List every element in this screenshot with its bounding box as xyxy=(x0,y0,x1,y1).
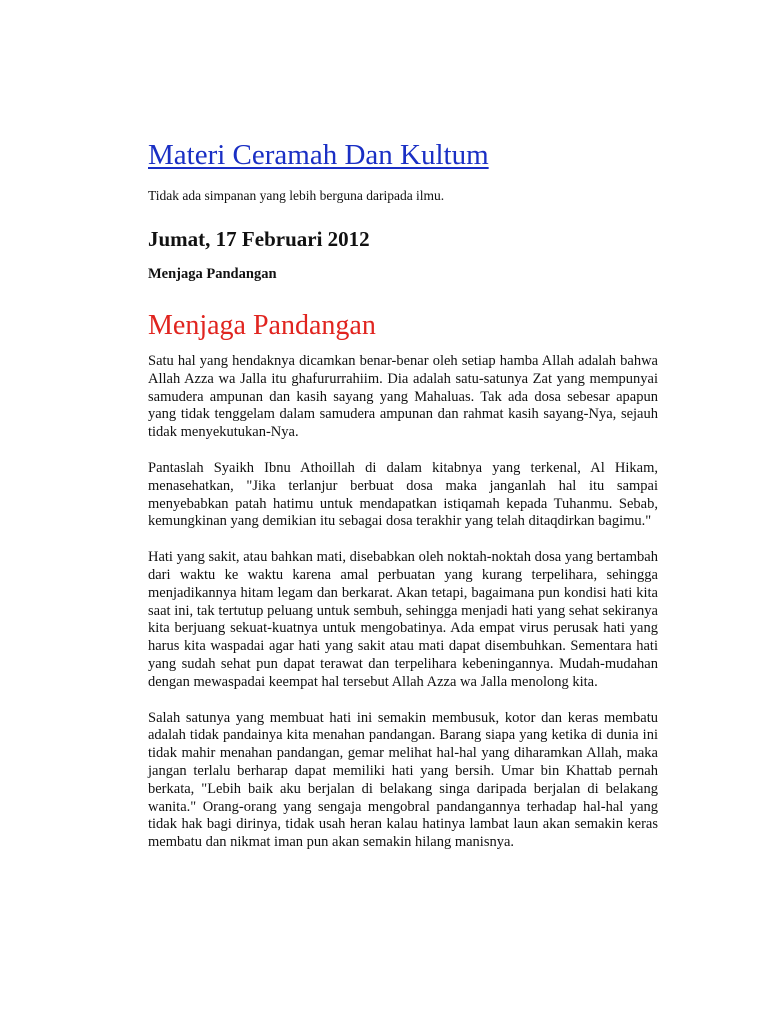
document-page xyxy=(148,138,658,852)
paragraph: Hati yang sakit, atau bahkan mati, disebabkan oleh noktah-noktah dosa yang bertambah dari waktu ke waktu karena amal perbuatan yang kurang terpelihara, sehingga menjadikannya hitam legam dan berkarat. Akan tetapi, bagaimana pun kondisi hati kita saat ini, tak tertutup peluang untuk sembuh, sehingga menjadi hati yang sehat sekiranya kita berjuang sekuat-kuatnya untuk mengobatinya. Ada empat virus perusak hati yang harus kita waspadai agar hati yang sakit atau mati dapat disembuhkan. Sementara hati yang sudah sehat pun dapat terawat dan terpelihara kebeningannya. Mudah-mudahan dengan mewaspadai keempat hal tersebut Allah Azza wa Jalla menolong kita. xyxy=(148,549,658,690)
post-body xyxy=(148,353,658,852)
blog-description: Tidak ada simpanan yang lebih berguna daripada ilmu. xyxy=(148,188,445,203)
date-header: Jumat, 17 Februari 2012 xyxy=(148,227,370,251)
blog-header xyxy=(148,138,658,205)
post-title: Menjaga Pandangan xyxy=(148,310,376,341)
blog-title-link[interactable]: Materi Ceramah Dan Kultum xyxy=(148,139,489,171)
post xyxy=(148,226,658,852)
post-title-small: Menjaga Pandangan xyxy=(148,266,277,282)
paragraph: Pantaslah Syaikh Ibnu Athoillah di dalam kitabnya yang terkenal, Al Hikam, menasehatkan, "Jika terlanjur berbuat dosa maka janganlah hal itu sampai menyebabkan patah hatimu untuk mendapatkan istiqamah kepada Tuhanmu. Sebab, kemungkinan yang demikian itu sebagai dosa terakhir yang telah ditaqdirkan bagimu." xyxy=(148,459,658,530)
paragraph: Salah satunya yang membuat hati ini semakin membusuk, kotor dan keras membatu adalah tidak pandainya kita menahan pandangan. Barang siapa yang ketika di dunia ini tidak mahir menahan pandangan, gemar melihat hal-hal yang diharamkan Allah, maka jangan terlalu berharap dapat memiliki hati yang bersih. Umar bin Khattab pernah berkata, "Lebih baik aku berjalan di belakang singa daripada berjalan di belakang wanita." Orang-orang yang sengaja mengobral pandangannya terhadap hal-hal yang tidak hak bagi dirinya, tidak usah heran kalau hatinya lambat laun akan semakin keras membatu dan nikmat iman pun akan semakin hilang manisnya. xyxy=(148,709,658,851)
paragraph: Satu hal yang hendaknya dicamkan benar-benar oleh setiap hamba Allah adalah bahwa Allah Azza wa Jalla itu ghafururrahiim. Dia adalah satu-satunya Zat yang mempunyai samudera ampunan dan kasih sayang yang Mahaluas. Tak ada dosa sebesar apapun yang tidak tenggelam dalam samudera ampunan dan rahmat kasih sayang-Nya, sejauh tidak menyekutukan-Nya. xyxy=(148,353,658,441)
